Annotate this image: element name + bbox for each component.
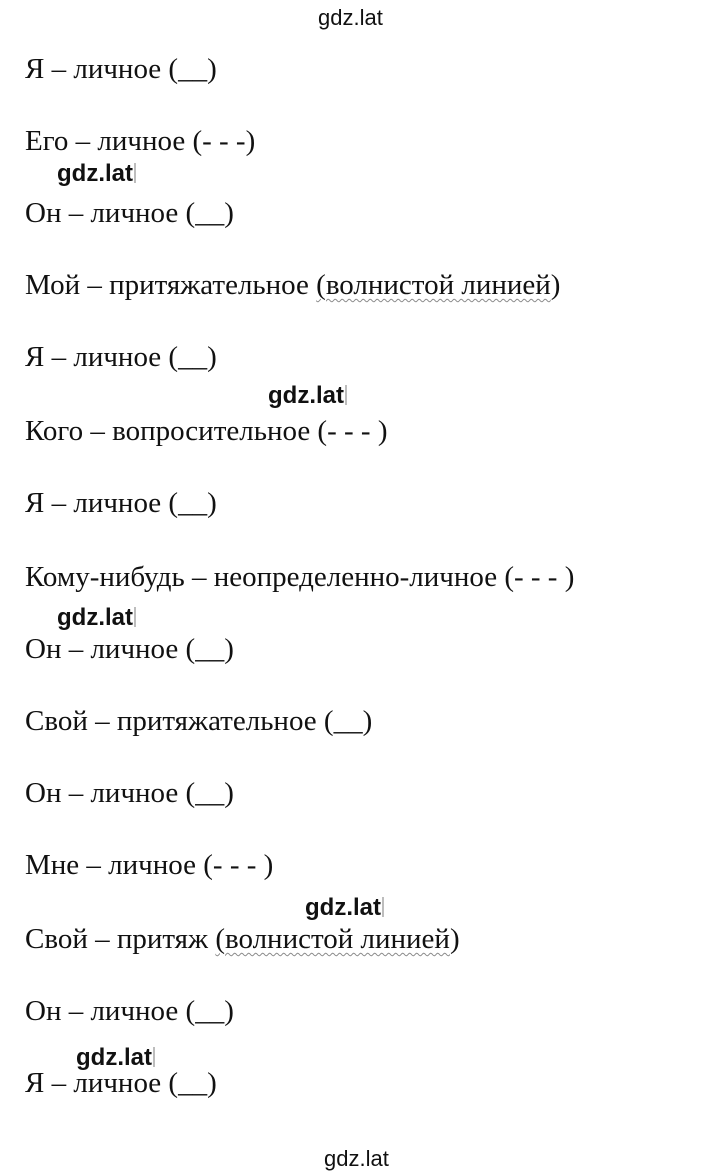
- pronoun-line-3: Он – личное (__): [25, 197, 234, 229]
- pronoun-line-4: Мой – притяжательное (волнистой линией): [25, 269, 561, 301]
- watermark-top: gdz.lat: [318, 5, 383, 30]
- pronoun-line-14: Он – личное (__): [25, 995, 234, 1027]
- watermark-4: gdz.lat: [305, 894, 384, 922]
- pronoun-line-2: Его – личное (- - -): [25, 125, 256, 157]
- watermark-bottom: gdz.lat: [324, 1146, 389, 1171]
- pronoun-line-11: Он – личное (__): [25, 777, 234, 809]
- pronoun-line-13: Свой – притяж (волнистой линией): [25, 923, 460, 955]
- pronoun-line-6: Кого – вопросительное (- - - ): [25, 415, 388, 447]
- pronoun-line-5: Я – личное (__): [25, 341, 217, 373]
- pronoun-line-12: Мне – личное (- - - ): [25, 849, 274, 881]
- watermark-2: gdz.lat: [268, 382, 347, 410]
- pronoun-line-9: Он – личное (__): [25, 633, 234, 665]
- pronoun-line-7: Я – личное (__): [25, 487, 217, 519]
- pronoun-line-10: Свой – притяжательное (__): [25, 705, 373, 737]
- pronoun-line-8: Кому-нибудь – неопределенно-личное (- - - ): [25, 561, 575, 593]
- watermark-5: gdz.lat: [76, 1044, 155, 1072]
- watermark-1: gdz.lat: [57, 160, 136, 188]
- watermark-3: gdz.lat: [57, 604, 136, 632]
- pronoun-line-1: Я – личное (__): [25, 53, 217, 85]
- pronoun-line-15: Я – личное (__): [25, 1067, 217, 1099]
